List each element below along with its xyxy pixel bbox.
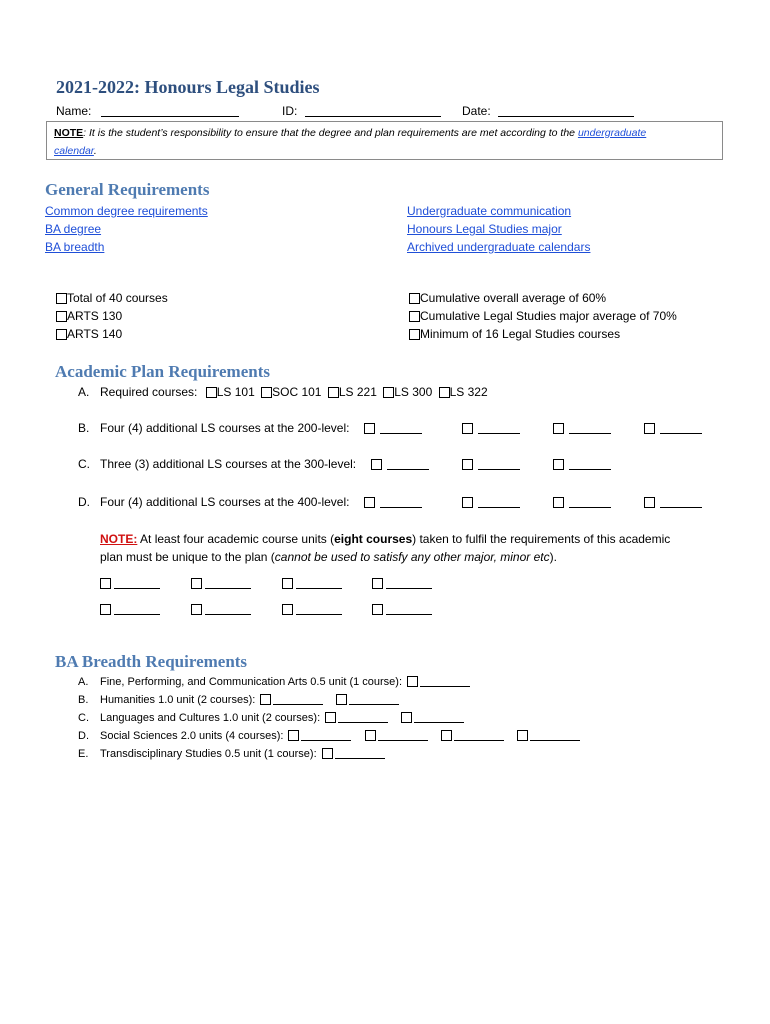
course-blank[interactable] (530, 730, 580, 741)
id-label: ID: (282, 104, 298, 118)
note-label: NOTE (54, 127, 84, 139)
checkbox[interactable] (206, 387, 217, 398)
note-bold: eight courses (334, 532, 413, 546)
checkbox[interactable] (100, 604, 111, 615)
checkbox[interactable] (100, 578, 111, 589)
checkbox[interactable] (553, 497, 564, 508)
course-blank[interactable] (349, 694, 399, 705)
note-end: . (93, 145, 97, 157)
academic-note (100, 530, 670, 566)
course-blank[interactable] (478, 459, 520, 470)
course-slot[interactable] (644, 423, 702, 435)
note-text (54, 124, 714, 160)
name-label: Name: (56, 104, 92, 118)
course-slot[interactable] (553, 459, 611, 471)
course-slot[interactable] (364, 423, 422, 435)
breadth-row-c (78, 712, 464, 724)
course-slot[interactable] (553, 423, 611, 435)
breadth-row-d (78, 730, 580, 742)
undergrad-communication-link[interactable]: Undergraduate communication (407, 204, 572, 218)
check-arts-130[interactable] (56, 309, 122, 323)
course-blank[interactable] (569, 423, 611, 434)
date-label: Date: (462, 104, 491, 118)
checkbox[interactable] (56, 329, 67, 340)
course-slot[interactable] (462, 497, 520, 509)
undergraduate-link[interactable]: undergraduate (577, 127, 647, 139)
checkbox[interactable] (372, 604, 383, 615)
course-blank[interactable] (414, 712, 464, 723)
unique-slot[interactable] (100, 604, 160, 616)
checkbox[interactable] (383, 387, 394, 398)
name-blank[interactable] (101, 106, 239, 117)
checkbox[interactable] (56, 293, 67, 304)
course-slot[interactable] (364, 497, 422, 509)
ba-degree-link[interactable]: BA degree (45, 222, 102, 236)
unique-slot[interactable] (191, 604, 251, 616)
course-blank[interactable] (478, 497, 520, 508)
check-overall-average[interactable] (409, 291, 606, 305)
checkbox[interactable] (328, 387, 339, 398)
course-blank[interactable] (386, 604, 432, 615)
checkbox[interactable] (462, 497, 473, 508)
required-courses-row (78, 385, 488, 399)
breadth-label: Fine, Performing, and Communication Arts 0.5 unit (1 course): (100, 676, 403, 688)
checkbox[interactable] (336, 694, 347, 705)
note-text: ) taken to fulfil the requirements of this academic (412, 532, 671, 546)
course-blank[interactable] (569, 497, 611, 508)
unique-slot[interactable] (372, 604, 432, 616)
course-blank[interactable] (380, 423, 422, 434)
level-200-row (78, 421, 349, 435)
course-blank[interactable] (387, 459, 429, 470)
checkbox[interactable] (325, 712, 336, 723)
letter-d: D. (78, 495, 90, 509)
checkbox[interactable] (288, 730, 299, 741)
course-blank[interactable] (378, 730, 428, 741)
course-ls300: LS 300 (394, 385, 433, 399)
checkbox[interactable] (191, 604, 202, 615)
academic-note-label: NOTE: (100, 532, 138, 546)
id-field[interactable] (282, 104, 441, 118)
breadth-row-b (78, 694, 399, 706)
checkbox[interactable] (644, 497, 655, 508)
date-blank[interactable] (498, 106, 634, 117)
check-label: Minimum of 16 Legal Studies courses (420, 327, 621, 341)
checkbox[interactable] (462, 423, 473, 434)
course-blank[interactable] (273, 694, 323, 705)
checkbox[interactable] (282, 578, 293, 589)
unique-slot[interactable] (191, 578, 251, 590)
checkbox[interactable] (56, 311, 67, 322)
breadth-row-a (78, 676, 470, 688)
letter-c: C. (78, 457, 90, 471)
check-label: Cumulative overall average of 60% (420, 291, 607, 305)
checkbox[interactable] (191, 578, 202, 589)
name-field[interactable] (56, 104, 239, 118)
honours-legal-studies-link[interactable]: Honours Legal Studies major (407, 222, 562, 236)
level-400-row (78, 495, 349, 509)
course-blank[interactable] (380, 497, 422, 508)
check-label: ARTS 140 (67, 327, 123, 341)
course-blank[interactable] (660, 497, 702, 508)
checkbox[interactable] (409, 329, 420, 340)
check-label: Cumulative Legal Studies major average of 70% (420, 309, 677, 323)
page-title: 2021-2022: Honours Legal Studies (56, 77, 320, 97)
breadth-letter: A. (78, 676, 89, 688)
date-field[interactable] (462, 104, 634, 118)
course-blank[interactable] (205, 578, 251, 589)
course-slot[interactable] (644, 497, 702, 509)
id-blank[interactable] (305, 106, 441, 117)
checkbox[interactable] (282, 604, 293, 615)
course-blank[interactable] (296, 604, 342, 615)
common-degree-link[interactable]: Common degree requirements (45, 204, 208, 218)
course-blank[interactable] (338, 712, 388, 723)
breadth-letter: C. (78, 712, 89, 724)
checkbox[interactable] (322, 748, 333, 759)
archived-calendars-link[interactable]: Archived undergraduate calendars (407, 240, 591, 254)
course-blank[interactable] (386, 578, 432, 589)
note-text: ). (549, 550, 557, 564)
unique-slot[interactable] (282, 604, 342, 616)
unique-slot[interactable] (282, 578, 342, 590)
check-min-ls-courses[interactable] (409, 327, 620, 341)
breadth-label: Languages and Cultures 1.0 unit (2 courses): (100, 712, 321, 724)
checkbox[interactable] (409, 293, 420, 304)
breadth-letter: B. (78, 694, 89, 706)
breadth-heading: BA Breadth Requirements (55, 652, 248, 671)
checkbox[interactable] (517, 730, 528, 741)
checkbox[interactable] (260, 694, 271, 705)
course-blank[interactable] (478, 423, 520, 434)
course-blank[interactable] (114, 604, 160, 615)
course-blank[interactable] (420, 676, 470, 687)
course-blank[interactable] (569, 459, 611, 470)
checkbox[interactable] (401, 712, 412, 723)
letter-a: A. (78, 385, 90, 399)
check-arts-140[interactable] (56, 327, 122, 341)
unique-slot[interactable] (100, 578, 160, 590)
course-ls221: LS 221 (338, 385, 377, 399)
checkbox[interactable] (553, 423, 564, 434)
checkbox[interactable] (439, 387, 450, 398)
course-blank[interactable] (205, 604, 251, 615)
course-slot[interactable] (462, 423, 520, 435)
course-soc101: SOC 101 (272, 385, 322, 399)
check-label: Total of 40 courses (67, 291, 168, 305)
checkbox[interactable] (409, 311, 420, 322)
course-ls101: LS 101 (216, 385, 255, 399)
required-courses-label: Required courses: (100, 385, 198, 399)
course-blank[interactable] (301, 730, 351, 741)
breadth-label: Humanities 1.0 unit (2 courses): (100, 694, 256, 706)
breadth-letter: E. (78, 748, 89, 760)
check-major-average[interactable] (409, 309, 677, 323)
ba-breadth-link[interactable]: BA breadth (45, 240, 105, 254)
breadth-letter: D. (78, 730, 89, 742)
breadth-row-e (78, 748, 385, 760)
course-blank[interactable] (660, 423, 702, 434)
checkbox[interactable] (371, 459, 382, 470)
check-label: ARTS 130 (67, 309, 123, 323)
general-heading: General Requirements (45, 180, 210, 199)
course-slot[interactable] (371, 459, 429, 471)
note-italic: cannot be used to satisfy any other major, minor etc (274, 550, 550, 564)
breadth-label: Social Sciences 2.0 units (4 courses): (100, 730, 284, 742)
level-400-label: Four (4) additional LS courses at the 400-level: (100, 495, 350, 509)
course-blank[interactable] (296, 578, 342, 589)
unique-slot[interactable] (372, 578, 432, 590)
note-text: At least four academic course units ( (137, 532, 335, 546)
checkbox[interactable] (462, 459, 473, 470)
checkbox[interactable] (441, 730, 452, 741)
checkbox[interactable] (261, 387, 272, 398)
note-text: plan must be unique to the plan ( (100, 550, 275, 564)
checkbox[interactable] (553, 459, 564, 470)
checkbox[interactable] (364, 497, 375, 508)
checkbox[interactable] (644, 423, 655, 434)
course-slot[interactable] (553, 497, 611, 509)
academic-heading: Academic Plan Requirements (55, 362, 270, 381)
level-300-row (78, 457, 356, 471)
breadth-label: Transdisciplinary Studies 0.5 unit (1 course): (100, 748, 317, 760)
letter-b: B. (78, 421, 90, 435)
course-blank[interactable] (454, 730, 504, 741)
course-blank[interactable] (114, 578, 160, 589)
level-200-label: Four (4) additional LS courses at the 200-level: (100, 421, 350, 435)
checkbox[interactable] (407, 676, 418, 687)
course-ls322: LS 322 (449, 385, 488, 399)
course-blank[interactable] (335, 748, 385, 759)
checkbox[interactable] (372, 578, 383, 589)
check-total-courses[interactable] (56, 291, 168, 305)
course-slot[interactable] (462, 459, 520, 471)
level-300-label: Three (3) additional LS courses at the 300-level: (100, 457, 357, 471)
checkbox[interactable] (365, 730, 376, 741)
checkbox[interactable] (364, 423, 375, 434)
calendar-link[interactable]: calendar (54, 145, 94, 157)
note-body: : It is the student’s responsibility to ensure that the degree and plan requirements are met according to the (83, 127, 578, 139)
